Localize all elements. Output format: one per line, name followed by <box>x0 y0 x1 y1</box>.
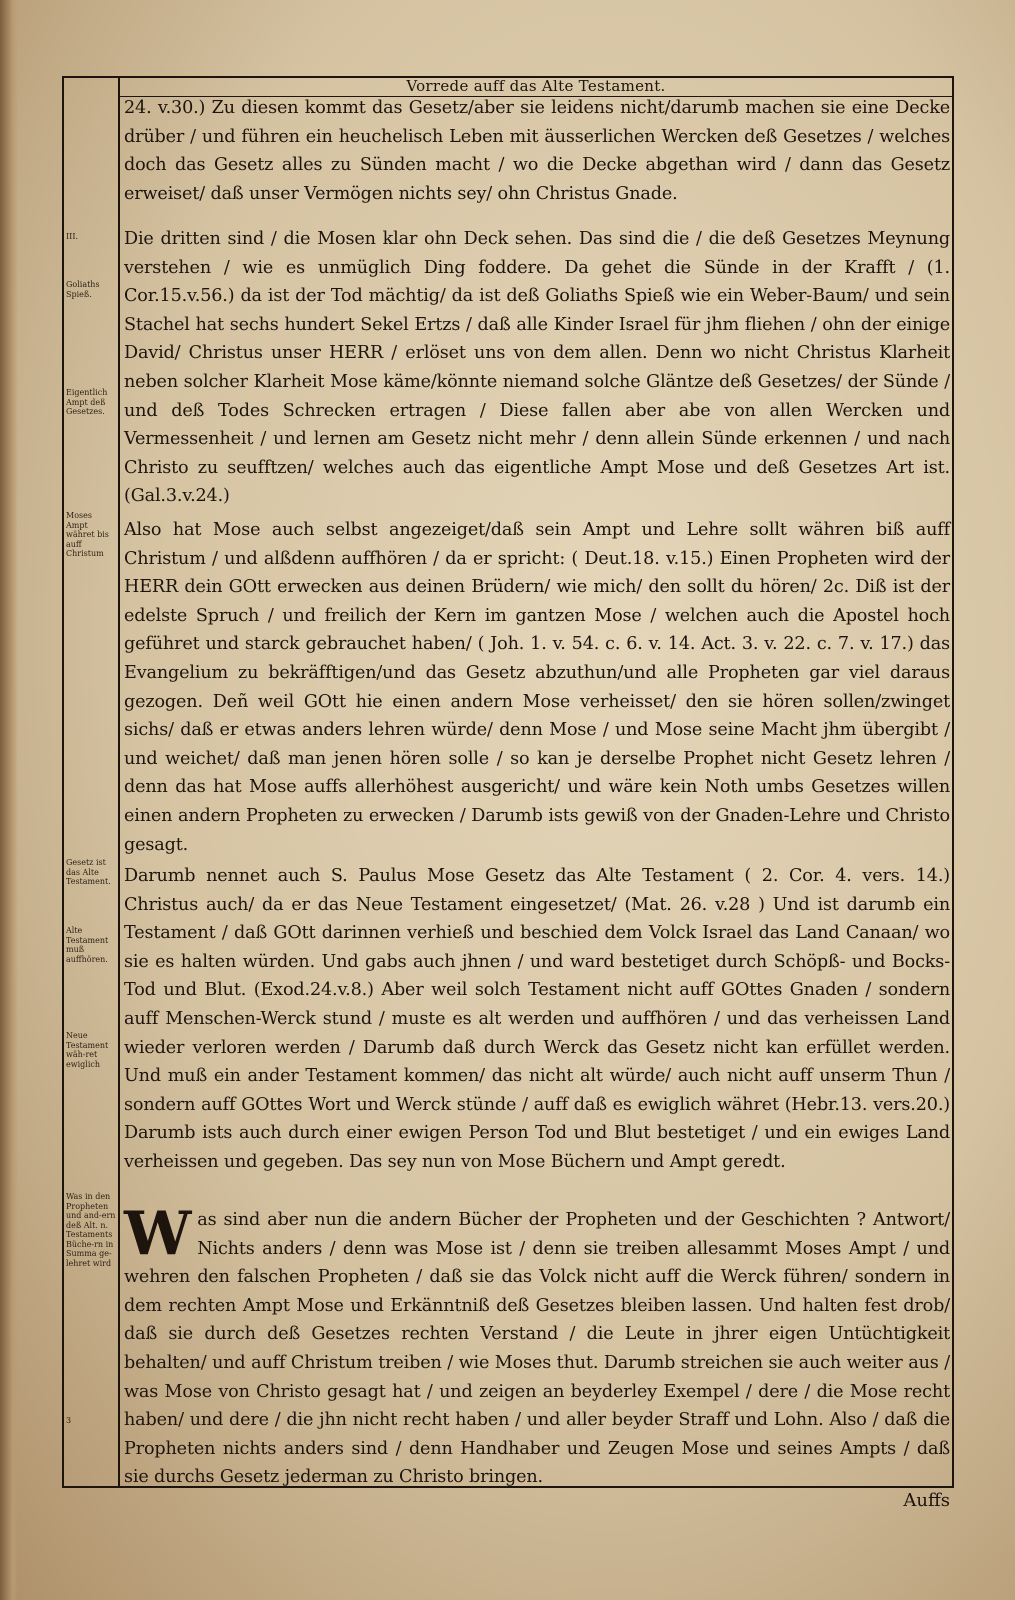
margin-note-ampt-gesetzes: Eigentlich Ampt deß Gesetzes. <box>66 388 108 416</box>
margin-note-neue-testament: Neue Testament wäh-ret ewiglich <box>66 1031 109 1069</box>
running-head: Vorrede auff das Alte Testament. <box>406 77 666 95</box>
margin-note-moses-ampt: Moses Ampt währet bis auff Christum <box>66 511 109 558</box>
margin-note-goliath: Goliaths Spieß. <box>66 280 100 299</box>
margin-note-alte-testament: Gesetz ist das Alte Testament. <box>66 858 111 886</box>
paragraph-5-body: Nichts anders / denn was Mose ist / denn sie treiben allesammt Moses Ampt / und wehren den falschen Propheten / daß sie das Volck nicht auff die Werck führen/ sondern in dem rechten Ampt Mose und Erkänntniß deß Gesetzes bleiben lassen. Und halten fest drob/ daß sie durch deß Gesetzes rechten Verstand / die Leute in jhrer eigen Untüchtigkeit behalten/ und auff Christum treiben / wie Moses thut. Darumb streichen sie auch weiter aus / was Mose von Christo gesagt hat / und zeigen an beyderley Exempel / dere / die Mose recht haben/ und dere / die jhn nicht recht haben / und aller beyder Straff und Lohn. Also / daß die Propheten nichts anders sind / denn Handhaber und Zeugen Mose und seines Ampts / daß sie durchs Gesetz jederman zu Christo bringen. <box>124 1238 950 1488</box>
margin-note-mark: 3 <box>66 1416 72 1425</box>
page-spine-shadow <box>0 0 18 1600</box>
paragraph-1: 24. v.30.) Zu diesen kommt das Gesetz/aber sie leidens nicht/darumb machen sie eine Decke drüber / und führen ein heuchelisch Leben mit äusserlichen Wercken deß Gesetzes / welches doch das Gesetz alles zu Sünden macht / wo die Decke abgethan wird / dann das Gesetz erweiset/ daß unser Vermögen nichts sey/ ohn Christus Gnade. <box>124 98 950 204</box>
drop-cap: W <box>124 1199 192 1269</box>
frame-rule-left-inner <box>118 76 120 1488</box>
margin-note-propheten: Was in den Propheten und and-ern deß Alt. n. Testaments Büche-rn in Summa ge-lehret wird <box>66 1192 116 1268</box>
paragraph-5-first-line: as sind aber nun die andern Bücher der Propheten und der Geschichten ? Antwort/ <box>197 1210 950 1230</box>
margin-note-auffhoeren: Alte Testament muß auffhören. <box>66 926 109 964</box>
paragraph-3: Also hat Mose auch selbst angezeiget/daß sein Ampt und Lehre sollt währen biß auff Christum / und alßdenn auffhören / da er spricht: ( Deut.18. v.15.) Einen Propheten wird der HERR dein GOtt erwecken aus deinen Brüdern/ wie mich/ den sollt du hören/ 2c. Diß ist der edelste Spruch / und freilich der Kern im gantzen Mose / welchen auch die Apostel hoch geführet und starck gebrauchet haben/ ( Joh. 1. v. 54. c. 6. v. 14. Act. 3. v. 22. c. 7. v. 17.) das Evangelium zu bekräfftigen/und das Gesetz abzuthun/und alle Propheten gar viel daraus gezogen. Deñ weil GOtt hie einen andern Mose verheisset/ den sie hören sollen/zwinget sichs/ daß er etwas anders lehren würde/ denn Mose / und Mose seine Macht jhm übergibt / und weichet/ daß man jenen hören solle / so kan je derselbe Prophet nicht Gesetz lehren / denn das hat Mose auffs allerhöhest ausgericht/ und wäre kein Noth umbs Gesetzes willen einen andern Propheten zu erwecken / Darumb ists gewiß von der Gnaden-Lehre und Christo gesagt. <box>124 520 950 855</box>
frame-rule-left-outer <box>62 76 64 1488</box>
paragraph-5 <box>124 1199 950 1492</box>
paragraph-2: Die dritten sind / die Mosen klar ohn Deck sehen. Das sind die / die deß Gesetzes Meynung verstehen / wie es unmüglich Ding foddere. Da gehet die Sünde in der Krafft / (1. Cor.15.v.56.) da ist der Tod mächtig/ da ist deß Goliaths Spieß wie ein Weber-Baum/ und sein Stachel hat sechs hundert Sekel Ertzs / daß alle Kinder Israel für jhm fliehen / ohn der einige David/ Christus unser HERR / erlöset uns von dem allen. Denn wo nicht Christus Klarheit neben solcher Klarheit Mose käme/könnte niemand solche Gläntze deß Gesetzes/ der Sünde / und deß Todes Schrecken ertragen / Diese fallen aber abe von allen Wercken und Vermessenheit / und lernen am Gesetz nicht mehr / denn allein Sünde erkennen / und nach Christo zu seufftzen/ welches auch das eigentliche Ampt Mose und deß Gesetzes Art ist. (Gal.3.v.24.) <box>124 229 950 507</box>
frame-rule-right <box>952 76 954 1488</box>
catchword: Auffs <box>903 1490 950 1511</box>
paragraph-4: Darumb nennet auch S. Paulus Mose Gesetz das Alte Testament ( 2. Cor. 4. vers. 14.) Christus auch/ da er das Neue Testament eingesetzet/ (Mat. 26. v.28 ) Und ist darumb ein Testament / daß GOtt darinnen verhieß und beschied dem Volck Israel das Land Canaan/ wo sie es halten würden. Und gabs auch jhnen / und ward bestetiget durch Schöpß- und Bocks-Tod und Blut. (Exod.24.v.8.) Aber weil solch Testament nicht auff GOttes Gnaden / sondern auff Menschen-Werck stund / muste es alt werden und auffhören / und das verheissen Land wieder verloren werden / Darumb daß durch Werck das Gesetz nicht kan erfüllet werden. Und muß ein ander Testament kommen/ das nicht alt würde/ auch nicht auff unserm Thun / sondern auff GOttes Wort und Werck stünde / auff daß es ewiglich währet (Hebr.13. vers.20.) Darumb ists auch durch einer ewigen Person Tod und Blut bestetiget / und ein ewiges Land verheissen und gegeben. Das sey nun von Mose Büchern und Ampt geredt. <box>124 866 950 1172</box>
margin-note-section-number: III. <box>66 232 79 241</box>
